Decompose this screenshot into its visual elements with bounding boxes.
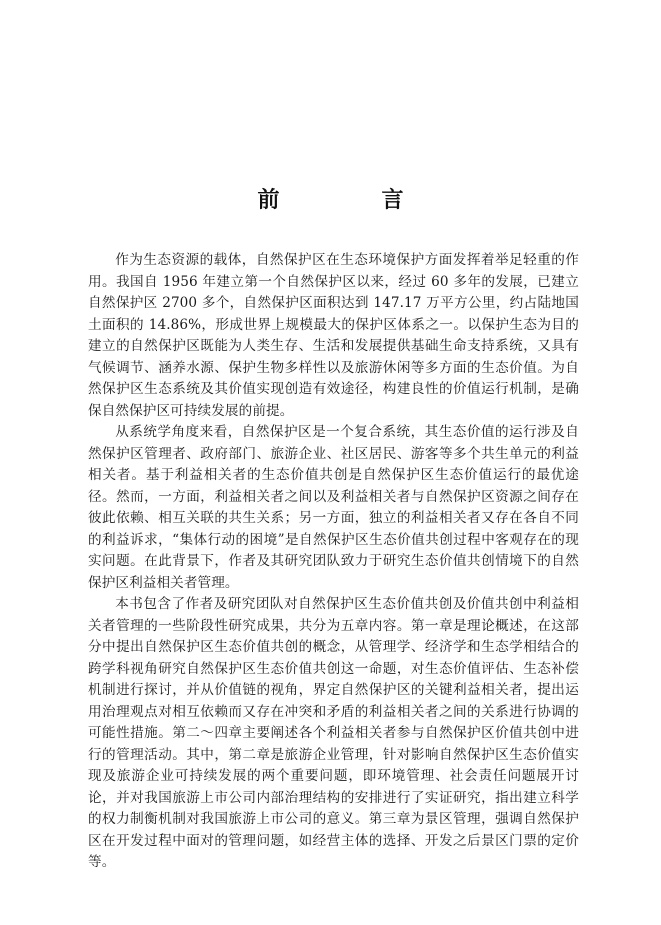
paragraph-2: 从系统学角度来看，自然保护区是一个复合系统，其生态价值的运行涉及自然保护区管理者、政府部门、旅游企业、社区居民、游客等多个共生单元的利益相关者。基于利益相关者的生态价值共创是自然保护区生态价值运行的最优途径。然而，一方面，利益相关者之间以及利益相关者与自然保护区资源之间存在彼此依赖、相互关联的共生关系；另一方面，独立的利益相关者又存在各自不同的利益诉求，“集体行动的困境”是自然保护区生态价值共创过程中客观存在的现实问题。在此背景下，作者及其研究团队致力于研究生态价值共创情境下的自然保护区利益相关者管理。 — [88, 424, 579, 591]
paragraph-3: 本书包含了作者及研究团队对自然保护区生态价值共创及价值共创中利益相关者管理的一些阶段性研究成果，共分为五章内容。第一章是理论概述，在这部分中提出自然保护区生态价值共创的概念，从管理学、经济学和生态学相结合的跨学科视角研究自然保护区生态价值共创这一命题，对生态价值评估、生态补偿机制进行探讨，并从价值链的视角，界定自然保护区的关键利益相关者，提出运用治理观点对相互依赖而又存在冲突和矛盾的利益相关者之间的关系进行协调的可能性措施。第二～四章主要阐述各个利益相关者参与自然保护区价值共创中进行的管理活动。其中，第二章是旅游企业管理，针对影响自然保护区生态价值实现及旅游企业可持续发展的两个重要问题，即环境管理、社会责任问题展开讨论，并对我国旅游上市公司内部治理结构的安排进行了实证研究，指出建立科学的权力制衡机制对我国旅游上市公司的意义。第三章为景区管理，强调自然保护区在开发过程中面对的管理问题，如经营主体的选择、开发之后景区门票的定价等。 — [88, 596, 579, 870]
paragraph-1: 作为生态资源的载体，自然保护区在生态环境保护方面发挥着举足轻重的作用。我国自 1956 年建立第一个自然保护区以来，经过 60 多年的发展，已建立自然保护区 2700 多个，自然保护区面积达到 147.17 万平方公里，约占陆地国土面积的 14.86%，形成世界上规模最大的保护区体系之一。以保护生态为目的建立的自然保护区既能为人类生存、生活和发展提供基础生命支持系统，又具有气候调节、涵养水源、保护生物多样性以及旅游休闲等多方面的生态价值。为自然保护区生态系统及其价值实现创造有效途径，构建良性的价值运行机制，是确保自然保护区可持续发展的前提。 — [88, 252, 579, 419]
page-title: 前 言 — [257, 188, 444, 213]
body-text — [88, 250, 579, 874]
